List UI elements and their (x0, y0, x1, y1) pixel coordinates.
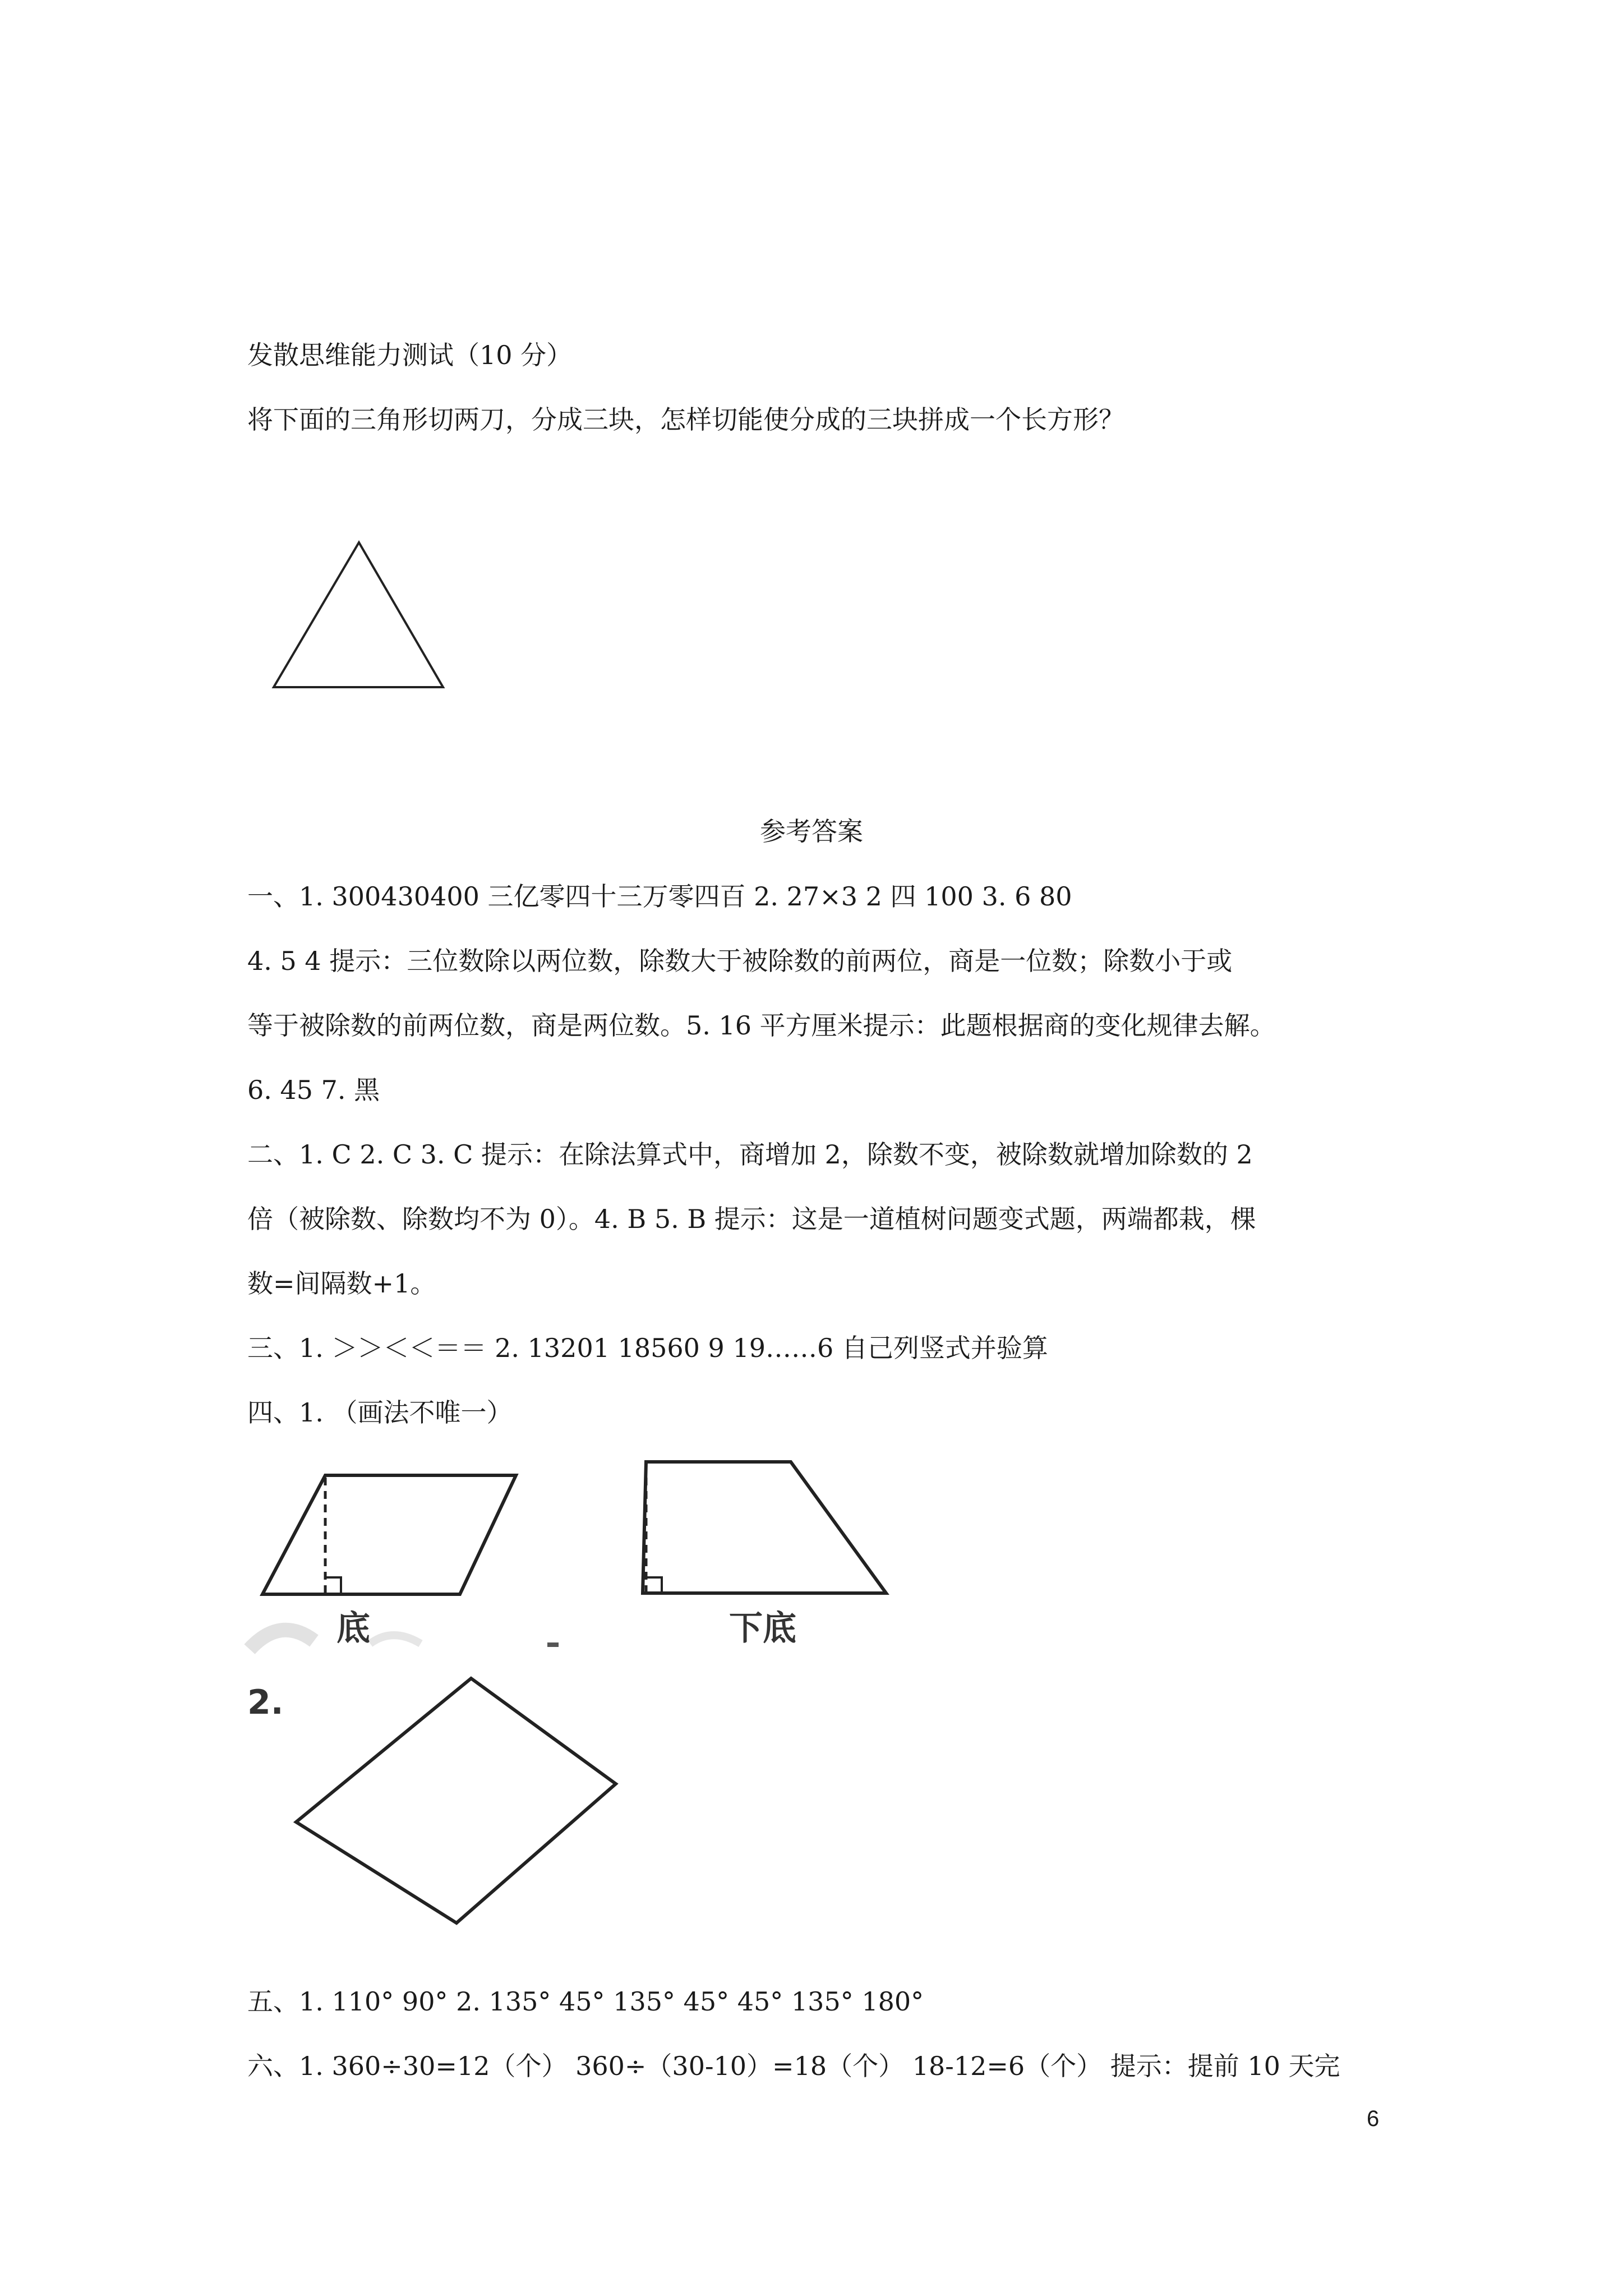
small-dash-mark (547, 1642, 559, 1647)
answer-line-8: 三、1. ＞＞＜＜＝＝ 2. 13201 18560 9 19……6 自己列竖式并验算 (247, 1333, 1048, 1363)
answer-line-9: 四、1. （画法不唯一） (247, 1397, 513, 1428)
answer-line-7: 数=间隔数+1。 (247, 1268, 436, 1299)
answers-title: 参考答案 (760, 816, 863, 846)
trapezoid-figure (628, 1453, 897, 1604)
answer-line-5: 二、1. C 2. C 3. C 提示：在除法算式中，商增加 2，除数不变，被除数就增加除数的 2 (247, 1139, 1253, 1170)
answer-line-11: 六、1. 360÷30=12（个） 360÷（30-10）=18（个） 18-12=6（个） 提示：提前 10 天完 (247, 2051, 1340, 2081)
question-text: 将下面的三角形切两刀，分成三块，怎样切能使分成的三块拼成一个长方形？ (247, 404, 1124, 435)
rhombus-figure (280, 1672, 628, 1941)
answer-line-2: 4. 5 4 提示：三位数除以两位数，除数大于被除数的前两位，商是一位数；除数小于或 (247, 946, 1233, 976)
parallelogram-figure (247, 1458, 538, 1604)
answer-line-1: 一、1. 300430400 三亿零四十三万零四百 2. 27×3 2 四 100 3. 6 80 (247, 881, 1072, 912)
part-2-label: 2. (247, 1683, 284, 1722)
page-number: 6 (1367, 2106, 1380, 2131)
parallelogram-base-label: 底 (336, 1609, 370, 1648)
answer-line-6: 倍（被除数、除数均不为 0）。4. B 5. B 提示：这是一道植树问题变式题，两端都栽，棵 (247, 1204, 1256, 1234)
triangle-figure (264, 536, 454, 698)
trapezoid-base-label: 下底 (729, 1609, 796, 1648)
answer-line-4: 6. 45 7. 黑 (247, 1075, 380, 1105)
answer-line-10: 五、1. 110° 90° 2. 135° 45° 135° 45° 45° 135° 180° (247, 1986, 924, 2017)
answer-line-3: 等于被除数的前两位数，商是两位数。5. 16 平方厘米提示：此题根据商的变化规律去解。 (247, 1010, 1276, 1041)
section-title: 发散思维能力测试（10 分） (247, 340, 573, 370)
